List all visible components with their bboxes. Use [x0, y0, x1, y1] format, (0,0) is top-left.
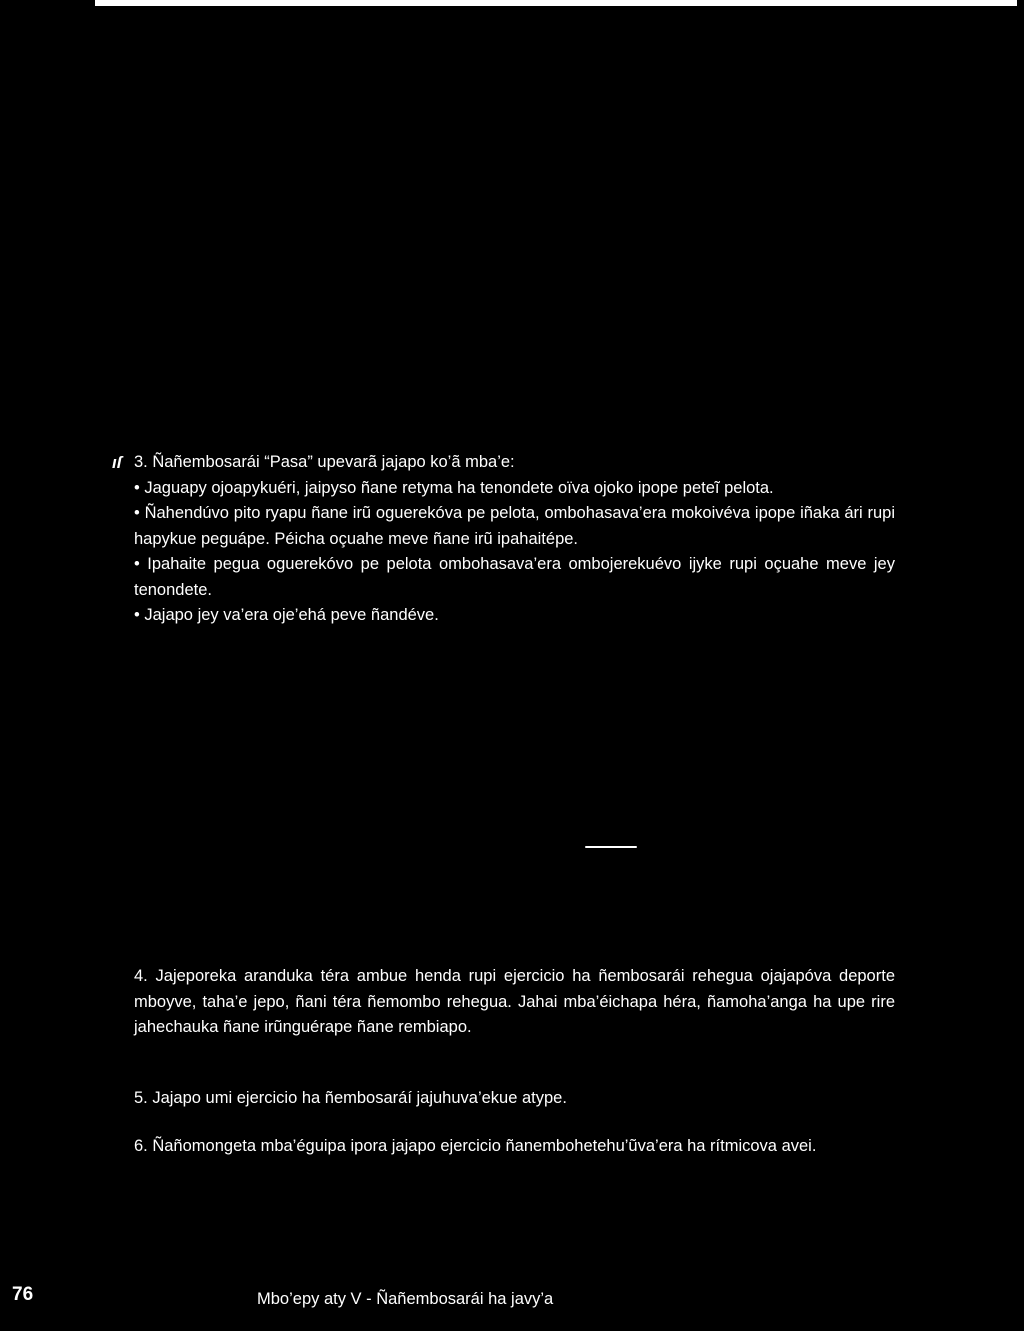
- exercise-5: 5. Jajapo umi ejercicio ha ñembosaráí jajuhuva’ekue atype.: [134, 1089, 567, 1107]
- exercise-3-item: • Ipahaite pegua oguerekóvo pe pelota ombohasava’era ombojerekuévo ijyke rupi oçuahe meve jey tenondete.: [134, 555, 895, 599]
- page-number: 76: [12, 1284, 34, 1305]
- footer-title: Mbo’epy aty V - Ñañembosarái ha javy’a: [257, 1290, 554, 1308]
- exercise-3-item: • Jaguapy ojoapykuéri, jaipyso ñane retyma ha tenondete oïva ojoko ipope peteĩ pelota.: [134, 478, 774, 497]
- exercise-3-title: 3. Ñañembosarái “Pasa” upevarã jajapo ko’ã mba’e:: [134, 453, 515, 471]
- exercise-3-item: • Jajapo jey va’era oje’ehá peve ñandéve.: [134, 606, 439, 624]
- exercise-4: 4. Jajeporeka aranduka téra ambue henda rupi ejercicio ha ñembosarái rehegua ojajapóva deporte mboyve, taha’e jepo, ñani téra ñemombo rehegua. Jahai mba’éichapa héra, ñamoha’anga ha upe rire jahechauka ñane irũnguérape ñane rembiapo.: [134, 967, 895, 1036]
- exercise-3: [134, 450, 895, 629]
- top-rule: [95, 0, 1017, 6]
- exercise-6: 6. Ñañomongeta mba’éguipa ipora jajapo ejercicio ñanembohetehu’ũva’era ha rítmicova avei.: [134, 1137, 817, 1155]
- exercise-3-item: • Ñahendúvo pito ryapu ñane irũ oguerekóva pe pelota, ombohasava’era mokoivéva ipope iñaka ári rupi hapykue peguápe. Péicha oçuahe meve ñane irũ ipahaitépe.: [134, 504, 895, 548]
- dash-mark: [585, 846, 637, 848]
- margin-marker: ıſ: [112, 453, 122, 472]
